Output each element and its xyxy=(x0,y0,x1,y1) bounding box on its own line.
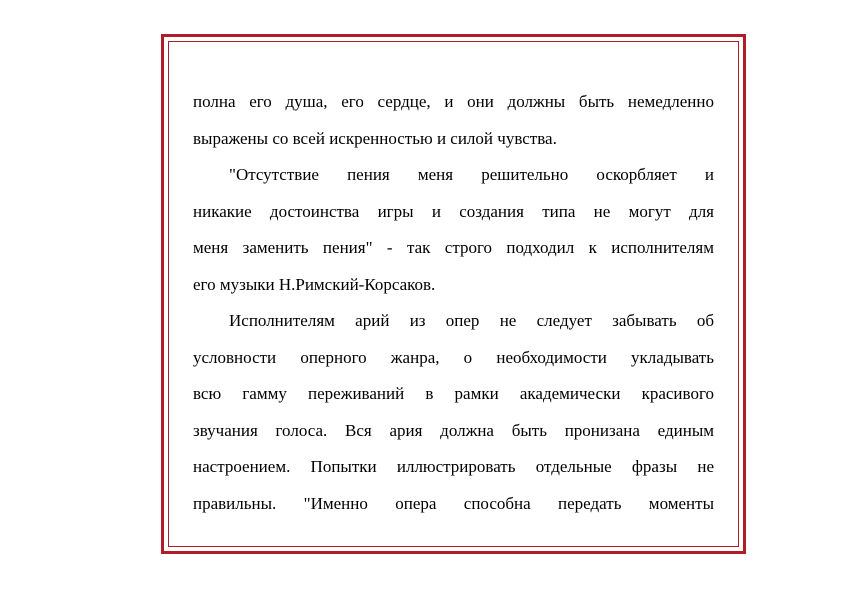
text-line: никакие достоинства игры и создания типа не могут для xyxy=(193,201,714,221)
text-line: меня заменить пения" - так строго подходил к исполнителям xyxy=(193,238,714,257)
body-text xyxy=(193,84,714,522)
text-line: "Отсутствие пения меня решительно оскорбляет и xyxy=(229,165,714,184)
text-line: настроением. Попытки иллюстрировать отдельные фразы не xyxy=(193,457,714,476)
text-line: правильны. "Именно опера способна передать моменты xyxy=(193,493,714,513)
text-line: Исполнителям арий из опер не следует забывать об xyxy=(229,311,714,330)
text-line: условности оперного жанра, о необходимости укладывать xyxy=(193,347,714,367)
text-line: звучания голоса. Вся ария должна быть пронизана единым xyxy=(193,420,714,440)
text-line: выражены со всей искренностью и силой чувства. xyxy=(193,128,557,148)
text-line: его музыки Н.Римский-Корсаков. xyxy=(193,274,436,294)
text-line: всю гамму переживаний в рамки академически красивого xyxy=(193,384,714,403)
text-line: полна его душа, его сердце, и они должны быть немедленно xyxy=(193,92,714,111)
